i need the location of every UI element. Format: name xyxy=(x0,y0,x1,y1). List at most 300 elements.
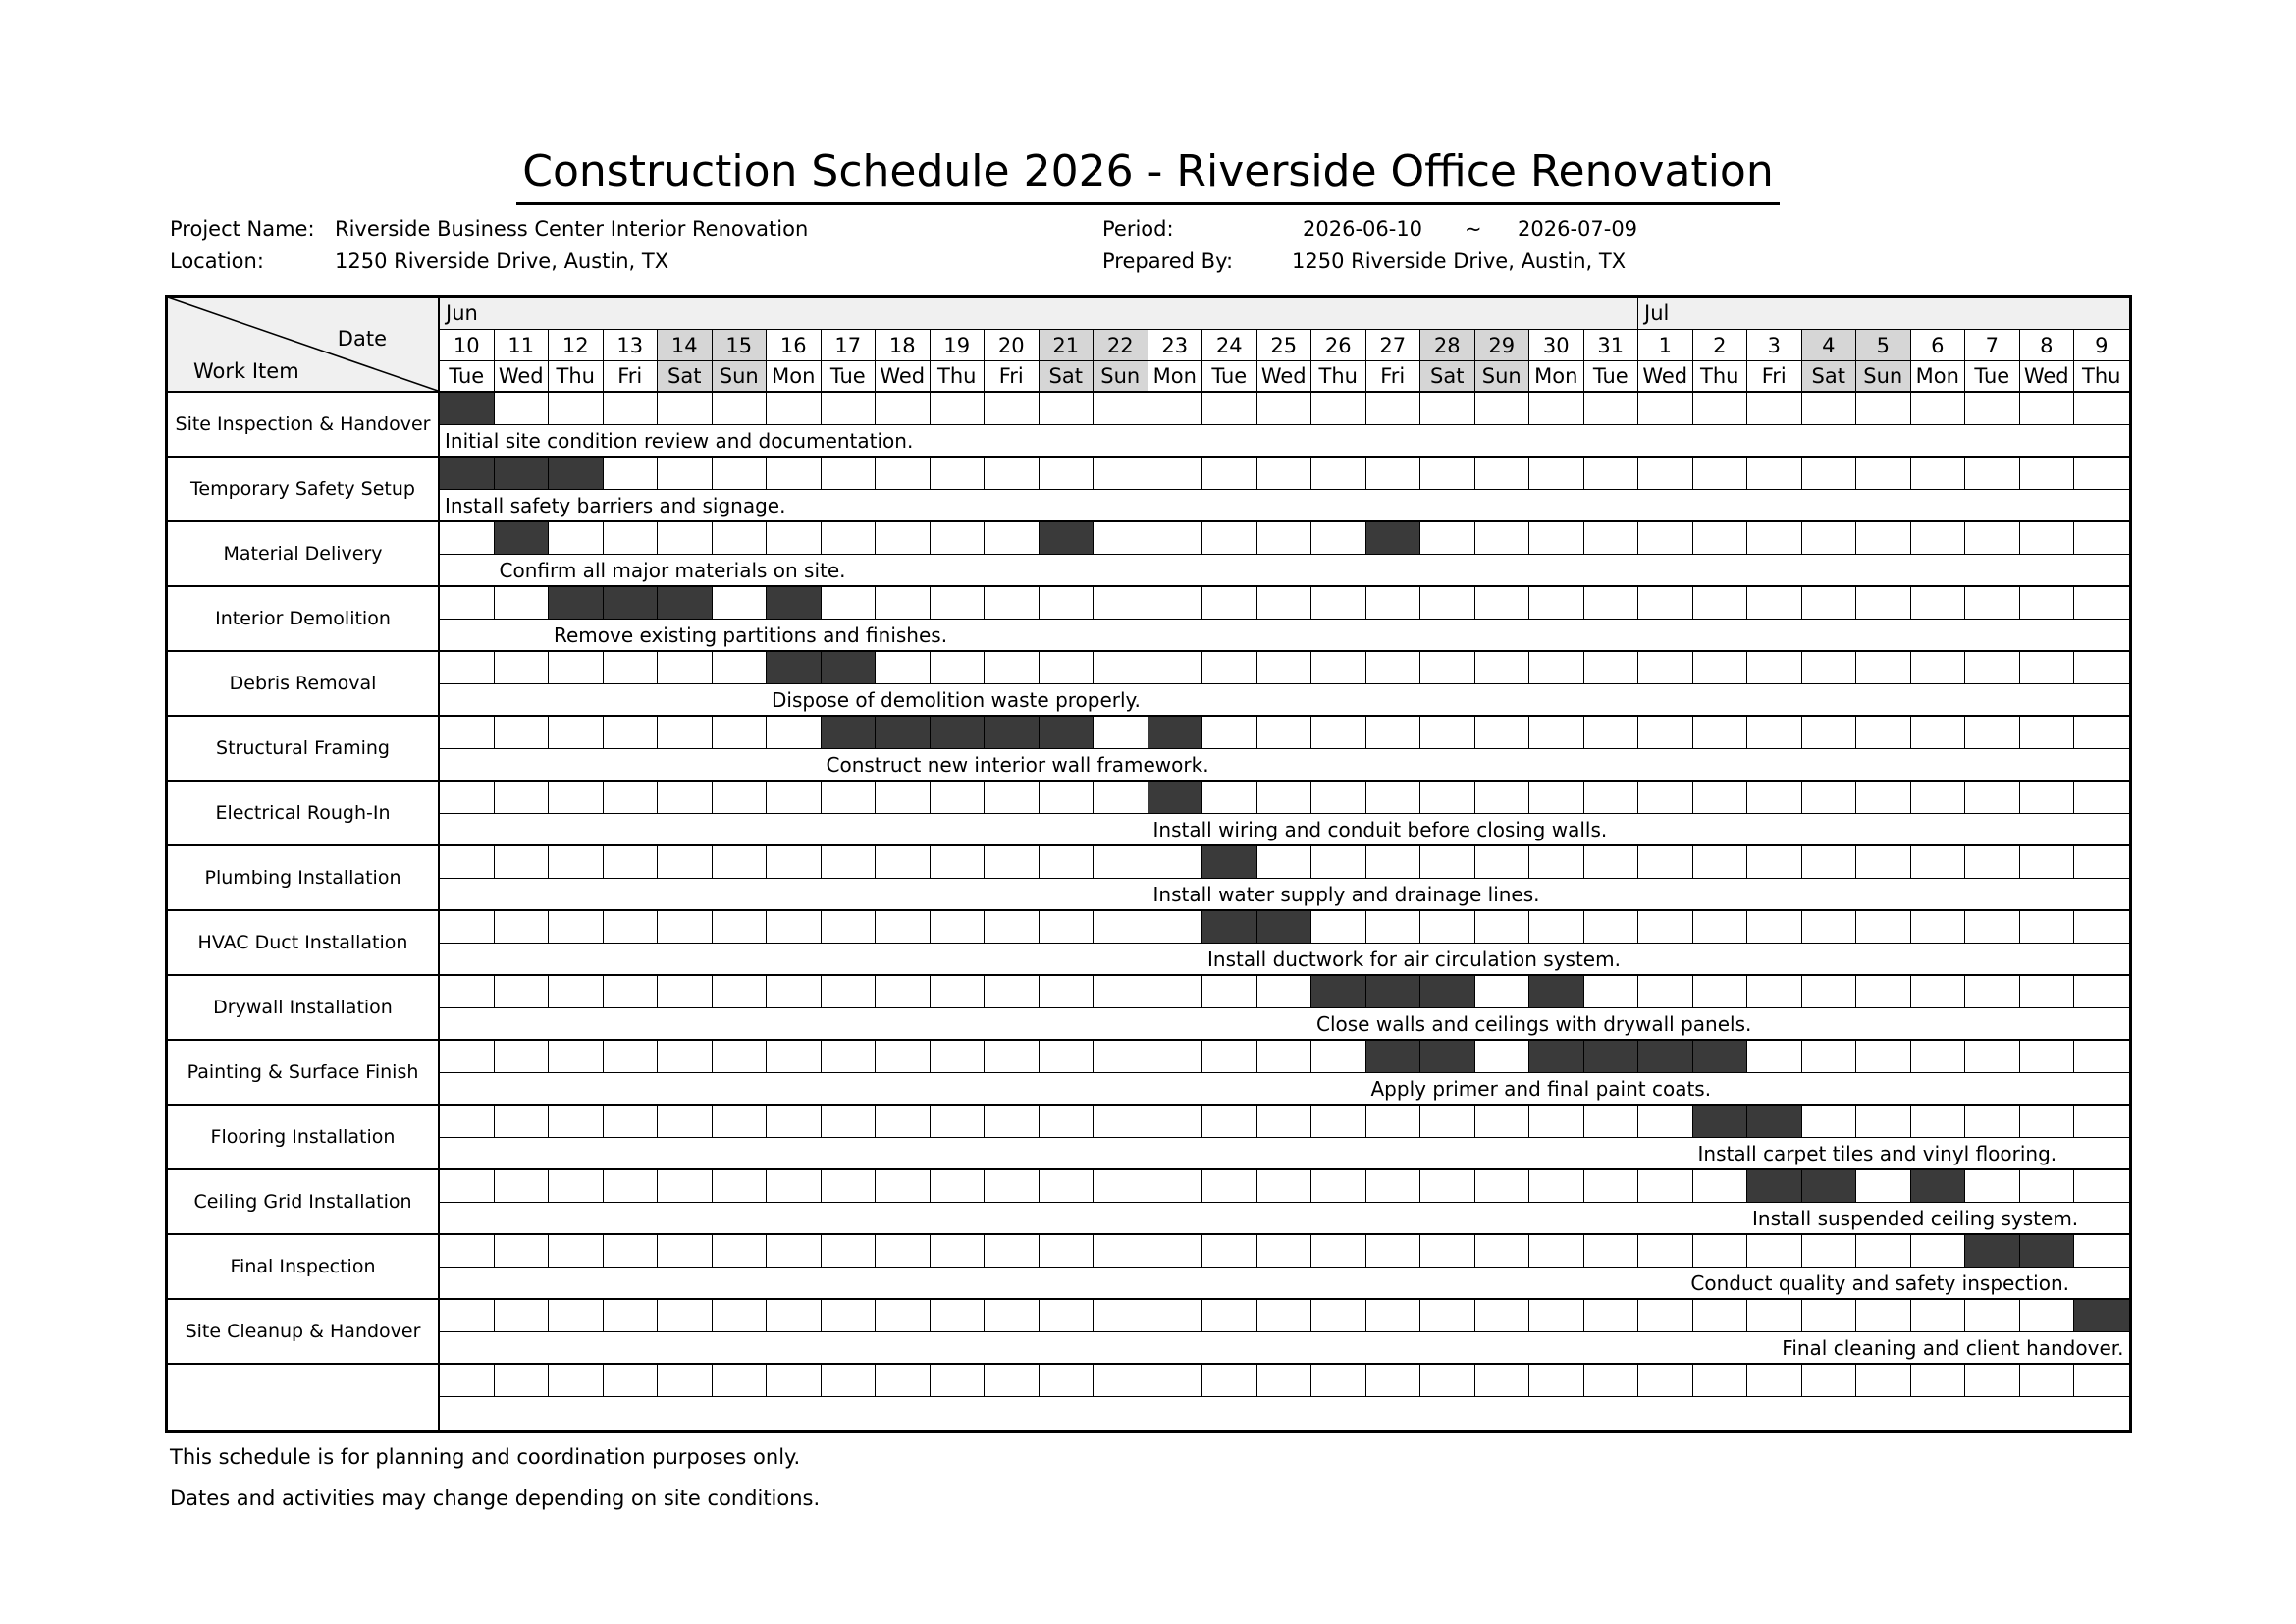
gantt-cell xyxy=(440,1235,495,1268)
gantt-cell xyxy=(876,1170,931,1203)
gantt-cell xyxy=(1420,1365,1475,1397)
gantt-cell xyxy=(1693,1300,1748,1332)
task-note: Initial site condition review and documentation. xyxy=(445,428,914,453)
gantt-cell xyxy=(440,782,495,814)
date-cell: 1 xyxy=(1638,330,1693,361)
dow-cell: Tue xyxy=(822,361,877,393)
gantt-cell xyxy=(1366,717,1421,749)
gantt-cell xyxy=(1094,1365,1148,1397)
gantt-cell xyxy=(876,1235,931,1268)
gantt-cell xyxy=(1257,976,1312,1008)
gantt-cell xyxy=(1094,458,1148,490)
gantt-cell xyxy=(2020,1170,2075,1203)
gantt-cell xyxy=(604,1235,659,1268)
gantt-cell xyxy=(658,717,713,749)
date-cell: 7 xyxy=(1965,330,2020,361)
gantt-cell xyxy=(1529,458,1584,490)
footer-note-2: Dates and activities may change depending on site conditions. xyxy=(170,1487,821,1510)
gantt-bar-cell xyxy=(1420,976,1475,1008)
gantt-cell xyxy=(2020,458,2075,490)
gantt-cell xyxy=(1148,522,1203,555)
gantt-cell xyxy=(604,846,659,879)
gantt-cell xyxy=(1529,846,1584,879)
work-item-label: HVAC Duct Installation xyxy=(168,911,440,976)
date-cell: 22 xyxy=(1094,330,1148,361)
gantt-cell xyxy=(2020,911,2075,944)
gantt-cell xyxy=(440,1106,495,1138)
task-note-row xyxy=(440,879,2129,911)
gantt-cell xyxy=(658,1235,713,1268)
gantt-cell xyxy=(2020,976,2075,1008)
gantt-cell xyxy=(1257,652,1312,684)
gantt-bar-cell xyxy=(985,717,1040,749)
gantt-cell xyxy=(1693,911,1748,944)
gantt-cell xyxy=(1584,976,1639,1008)
gantt-cell xyxy=(1094,1300,1148,1332)
footer-note-1: This schedule is for planning and coordination purposes only. xyxy=(170,1445,801,1469)
gantt-cell xyxy=(1094,976,1148,1008)
gantt-cell xyxy=(1911,1041,1966,1073)
work-item-label: Material Delivery xyxy=(168,522,440,587)
gantt-cell xyxy=(1148,1365,1203,1397)
gantt-cell xyxy=(1202,393,1257,425)
gantt-cell xyxy=(1529,393,1584,425)
gantt-cell xyxy=(1094,1041,1148,1073)
gantt-cell xyxy=(1366,458,1421,490)
gantt-cell xyxy=(1802,782,1857,814)
gantt-cell xyxy=(931,393,986,425)
gantt-cell xyxy=(1366,1300,1421,1332)
work-item-label: Flooring Installation xyxy=(168,1106,440,1170)
date-cell: 27 xyxy=(1366,330,1421,361)
gantt-bar-cell xyxy=(1529,1041,1584,1073)
gantt-cell xyxy=(1148,1235,1203,1268)
gantt-cell xyxy=(1420,911,1475,944)
date-cell: 24 xyxy=(1202,330,1257,361)
gantt-bar-cell xyxy=(549,458,604,490)
gantt-cell xyxy=(1911,587,1966,620)
gantt-cell xyxy=(1148,1041,1203,1073)
gantt-cell xyxy=(604,976,659,1008)
dow-cell: Wed xyxy=(1638,361,1693,393)
gantt-cell xyxy=(713,1300,768,1332)
gantt-cell xyxy=(1311,652,1366,684)
gantt-cell xyxy=(1584,587,1639,620)
gantt-cell xyxy=(1257,587,1312,620)
gantt-cell xyxy=(713,976,768,1008)
gantt-cell xyxy=(1638,652,1693,684)
work-item-label: Final Inspection xyxy=(168,1235,440,1300)
gantt-cell xyxy=(495,846,550,879)
task-note: Final cleaning and client handover. xyxy=(1782,1335,2124,1360)
gantt-cell xyxy=(1802,976,1857,1008)
gantt-cell xyxy=(1856,1170,1911,1203)
gantt-bar-cell xyxy=(931,717,986,749)
date-cell: 18 xyxy=(876,330,931,361)
gantt-cell xyxy=(1965,1365,2020,1397)
gantt-cell xyxy=(713,652,768,684)
gantt-cell xyxy=(495,976,550,1008)
gantt-cell xyxy=(1257,1170,1312,1203)
gantt-cell xyxy=(931,1041,986,1073)
gantt-cell xyxy=(658,522,713,555)
dow-cell: Fri xyxy=(985,361,1040,393)
gantt-cell xyxy=(1094,782,1148,814)
work-item-label: Electrical Rough-In xyxy=(168,782,440,846)
gantt-bar-cell xyxy=(2020,1235,2075,1268)
gantt-cell xyxy=(1040,587,1095,620)
gantt-cell xyxy=(2020,717,2075,749)
gantt-cell xyxy=(822,1300,877,1332)
gantt-cell xyxy=(1475,1170,1530,1203)
gantt-cell xyxy=(1856,782,1911,814)
gantt-cell xyxy=(1094,846,1148,879)
date-cell: 6 xyxy=(1911,330,1966,361)
gantt-bar-cell xyxy=(1040,522,1095,555)
gantt-cell xyxy=(822,1041,877,1073)
gantt-cell xyxy=(876,782,931,814)
gantt-cell xyxy=(2020,782,2075,814)
gantt-cell xyxy=(985,1300,1040,1332)
work-item-label: Plumbing Installation xyxy=(168,846,440,911)
gantt-bar-cell xyxy=(1911,1170,1966,1203)
gantt-bar-cell xyxy=(1040,717,1095,749)
gantt-bar-cell xyxy=(1802,1170,1857,1203)
gantt-cell xyxy=(1911,1106,1966,1138)
gantt-cell xyxy=(1747,1300,1802,1332)
gantt-cell xyxy=(2074,458,2129,490)
gantt-cell xyxy=(440,976,495,1008)
date-cell: 9 xyxy=(2074,330,2129,361)
gantt-cell xyxy=(1693,717,1748,749)
date-cell: 21 xyxy=(1040,330,1095,361)
gantt-cell xyxy=(2020,846,2075,879)
gantt-cell xyxy=(985,1170,1040,1203)
month-label-jul: Jul xyxy=(1638,298,2129,330)
gantt-cell xyxy=(931,652,986,684)
gantt-cell xyxy=(931,458,986,490)
gantt-cell xyxy=(1040,911,1095,944)
task-note: Construct new interior wall framework. xyxy=(826,752,1209,777)
gantt-cell xyxy=(1094,393,1148,425)
gantt-cell xyxy=(1366,1170,1421,1203)
gantt-cell xyxy=(1202,587,1257,620)
gantt-cell xyxy=(1311,1235,1366,1268)
date-cell: 17 xyxy=(822,330,877,361)
task-note-row xyxy=(440,814,2129,846)
dow-cell: Wed xyxy=(2020,361,2075,393)
gantt-cell xyxy=(713,522,768,555)
gantt-cell xyxy=(1911,522,1966,555)
gantt-cell xyxy=(1366,846,1421,879)
date-cell: 20 xyxy=(985,330,1040,361)
gantt-cell xyxy=(1911,782,1966,814)
dow-cell: Wed xyxy=(876,361,931,393)
gantt-cell xyxy=(1311,393,1366,425)
gantt-cell xyxy=(713,782,768,814)
gantt-cell xyxy=(1094,1170,1148,1203)
gantt-cell xyxy=(1366,1365,1421,1397)
gantt-cell xyxy=(822,1170,877,1203)
gantt-cell xyxy=(495,1365,550,1397)
gantt-cell xyxy=(1202,782,1257,814)
gantt-cell xyxy=(1475,1300,1530,1332)
gantt-cell xyxy=(1420,846,1475,879)
gantt-cell xyxy=(1475,1235,1530,1268)
gantt-cell xyxy=(1747,717,1802,749)
gantt-cell xyxy=(1584,717,1639,749)
prepared-by-value: 1250 Riverside Drive, Austin, TX xyxy=(1292,249,1627,273)
task-note: Confirm all major materials on site. xyxy=(499,558,846,582)
gantt-cell xyxy=(767,1365,822,1397)
gantt-cell xyxy=(1693,846,1748,879)
gantt-cell xyxy=(931,1235,986,1268)
gantt-bar-cell xyxy=(1148,717,1203,749)
gantt-cell xyxy=(1257,1041,1312,1073)
gantt-cell xyxy=(1747,1041,1802,1073)
gantt-cell xyxy=(1202,717,1257,749)
gantt-cell xyxy=(2074,846,2129,879)
gantt-cell xyxy=(658,1365,713,1397)
gantt-cell xyxy=(985,846,1040,879)
period-end-value: 2026-07-09 xyxy=(1518,217,1638,241)
gantt-cell xyxy=(985,587,1040,620)
dow-cell: Sat xyxy=(1040,361,1095,393)
gantt-cell xyxy=(1638,911,1693,944)
gantt-cell xyxy=(822,846,877,879)
gantt-cell xyxy=(2074,393,2129,425)
dow-cell: Mon xyxy=(1529,361,1584,393)
work-item-label: Site Cleanup & Handover xyxy=(168,1300,440,1365)
gantt-cell xyxy=(1638,587,1693,620)
gantt-bar-cell xyxy=(658,587,713,620)
work-item-label: Interior Demolition xyxy=(168,587,440,652)
gantt-cell xyxy=(440,522,495,555)
gantt-cell xyxy=(1202,1235,1257,1268)
gantt-cell xyxy=(931,911,986,944)
gantt-cell xyxy=(1693,652,1748,684)
gantt-cell xyxy=(2074,652,2129,684)
gantt-cell xyxy=(1475,587,1530,620)
gantt-cell xyxy=(549,911,604,944)
gantt-cell xyxy=(1856,1041,1911,1073)
gantt-cell xyxy=(1366,1106,1421,1138)
gantt-cell xyxy=(1040,976,1095,1008)
date-cell: 11 xyxy=(495,330,550,361)
dow-cell: Sun xyxy=(1856,361,1911,393)
gantt-cell xyxy=(931,782,986,814)
gantt-cell xyxy=(713,1365,768,1397)
gantt-cell xyxy=(931,846,986,879)
gantt-cell xyxy=(440,911,495,944)
date-cell: 10 xyxy=(440,330,495,361)
gantt-cell xyxy=(1856,976,1911,1008)
gantt-cell xyxy=(1094,522,1148,555)
gantt-cell xyxy=(549,1365,604,1397)
gantt-cell xyxy=(1584,1106,1639,1138)
gantt-cell xyxy=(1420,1300,1475,1332)
gantt-cell xyxy=(1202,1106,1257,1138)
gantt-cell xyxy=(931,1300,986,1332)
gantt-cell xyxy=(1475,782,1530,814)
task-note: Install safety barriers and signage. xyxy=(445,493,786,517)
gantt-cell xyxy=(1202,1300,1257,1332)
gantt-cell xyxy=(1148,458,1203,490)
date-cell: 4 xyxy=(1802,330,1857,361)
date-cell: 14 xyxy=(658,330,713,361)
gantt-cell xyxy=(1475,652,1530,684)
task-note-row xyxy=(440,1138,2129,1170)
gantt-cell xyxy=(658,393,713,425)
gantt-cell xyxy=(604,911,659,944)
gantt-cell xyxy=(1366,652,1421,684)
gantt-cell xyxy=(822,1106,877,1138)
gantt-cell xyxy=(604,1106,659,1138)
gantt-cell xyxy=(440,652,495,684)
gantt-cell xyxy=(1202,1365,1257,1397)
gantt-cell xyxy=(1529,587,1584,620)
dow-cell: Sat xyxy=(1802,361,1857,393)
gantt-cell xyxy=(1802,846,1857,879)
gantt-cell xyxy=(1747,393,1802,425)
gantt-cell xyxy=(549,976,604,1008)
gantt-cell xyxy=(1965,911,2020,944)
gantt-cell xyxy=(767,393,822,425)
gantt-cell xyxy=(2074,587,2129,620)
gantt-bar-cell xyxy=(876,717,931,749)
dow-cell: Sun xyxy=(713,361,768,393)
gantt-cell xyxy=(1148,1300,1203,1332)
gantt-cell xyxy=(604,1365,659,1397)
gantt-cell xyxy=(2074,522,2129,555)
gantt-cell xyxy=(1856,458,1911,490)
dow-cell: Thu xyxy=(1311,361,1366,393)
gantt-cell xyxy=(1638,393,1693,425)
dow-cell: Tue xyxy=(1965,361,2020,393)
gantt-cell xyxy=(1856,1300,1911,1332)
gantt-cell xyxy=(1638,458,1693,490)
gantt-cell xyxy=(985,522,1040,555)
gantt-cell xyxy=(1802,911,1857,944)
gantt-cell xyxy=(713,1170,768,1203)
gantt-cell xyxy=(822,1235,877,1268)
gantt-cell xyxy=(1311,1365,1366,1397)
gantt-cell xyxy=(658,1041,713,1073)
gantt-cell xyxy=(440,1365,495,1397)
gantt-cell xyxy=(1311,782,1366,814)
gantt-cell xyxy=(713,846,768,879)
dow-cell: Sun xyxy=(1094,361,1148,393)
gantt-cell xyxy=(495,1300,550,1332)
gantt-cell xyxy=(1529,652,1584,684)
gantt-cell xyxy=(549,1041,604,1073)
gantt-cell xyxy=(1856,393,1911,425)
gantt-cell xyxy=(1257,782,1312,814)
gantt-cell xyxy=(1584,522,1639,555)
gantt-cell xyxy=(1965,458,2020,490)
gantt-bar-cell xyxy=(1257,911,1312,944)
dow-cell: Sat xyxy=(658,361,713,393)
gantt-cell xyxy=(1802,1106,1857,1138)
gantt-cell xyxy=(1584,911,1639,944)
gantt-cell xyxy=(876,393,931,425)
dow-cell: Tue xyxy=(1584,361,1639,393)
gantt-bar-cell xyxy=(1311,976,1366,1008)
task-note: Install wiring and conduit before closing walls. xyxy=(1152,817,1608,841)
gantt-cell xyxy=(1311,846,1366,879)
gantt-cell xyxy=(1747,782,1802,814)
gantt-cell xyxy=(1802,587,1857,620)
gantt-bar-cell xyxy=(1693,1106,1748,1138)
gantt-cell xyxy=(1747,458,1802,490)
gantt-cell xyxy=(1584,846,1639,879)
gantt-cell xyxy=(1420,782,1475,814)
gantt-cell xyxy=(1040,846,1095,879)
gantt-cell xyxy=(604,1300,659,1332)
gantt-cell xyxy=(1693,976,1748,1008)
gantt-cell xyxy=(495,1235,550,1268)
task-note: Install suspended ceiling system. xyxy=(1752,1206,2079,1230)
gantt-cell xyxy=(1693,522,1748,555)
gantt-cell xyxy=(985,652,1040,684)
period-label: Period: xyxy=(1102,217,1174,241)
gantt-cell xyxy=(713,1106,768,1138)
gantt-cell xyxy=(1202,652,1257,684)
gantt-cell xyxy=(1148,1170,1203,1203)
gantt-bar-cell xyxy=(1747,1106,1802,1138)
gantt-cell xyxy=(1965,393,2020,425)
gantt-cell xyxy=(767,1041,822,1073)
gantt-cell xyxy=(1311,458,1366,490)
gantt-cell xyxy=(1747,1365,1802,1397)
date-cell: 29 xyxy=(1475,330,1530,361)
work-item-label: Painting & Surface Finish xyxy=(168,1041,440,1106)
gantt-cell xyxy=(2074,717,2129,749)
gantt-cell xyxy=(495,717,550,749)
gantt-cell xyxy=(2020,1106,2075,1138)
date-cell: 31 xyxy=(1584,330,1639,361)
gantt-cell xyxy=(767,1106,822,1138)
gantt-cell xyxy=(1638,976,1693,1008)
gantt-cell xyxy=(1529,1300,1584,1332)
gantt-cell xyxy=(1257,1365,1312,1397)
gantt-cell xyxy=(1747,846,1802,879)
gantt-cell xyxy=(767,522,822,555)
gantt-cell xyxy=(713,393,768,425)
gantt-cell xyxy=(549,782,604,814)
dow-cell: Mon xyxy=(1148,361,1203,393)
gantt-cell xyxy=(1148,911,1203,944)
date-cell: 12 xyxy=(549,330,604,361)
gantt-cell xyxy=(767,976,822,1008)
gantt-cell xyxy=(1584,1170,1639,1203)
gantt-cell xyxy=(1366,393,1421,425)
gantt-cell xyxy=(1584,652,1639,684)
gantt-cell xyxy=(1040,652,1095,684)
gantt-cell xyxy=(1475,1106,1530,1138)
gantt-cell xyxy=(1420,652,1475,684)
gantt-cell xyxy=(1529,717,1584,749)
gantt-cell xyxy=(1040,1300,1095,1332)
gantt-cell xyxy=(1965,782,2020,814)
gantt-cell xyxy=(1747,1235,1802,1268)
gantt-cell xyxy=(1148,393,1203,425)
gantt-cell xyxy=(1693,587,1748,620)
gantt-cell xyxy=(1965,976,2020,1008)
gantt-cell xyxy=(931,1365,986,1397)
gantt-cell xyxy=(1529,1106,1584,1138)
task-note-row xyxy=(440,749,2129,782)
